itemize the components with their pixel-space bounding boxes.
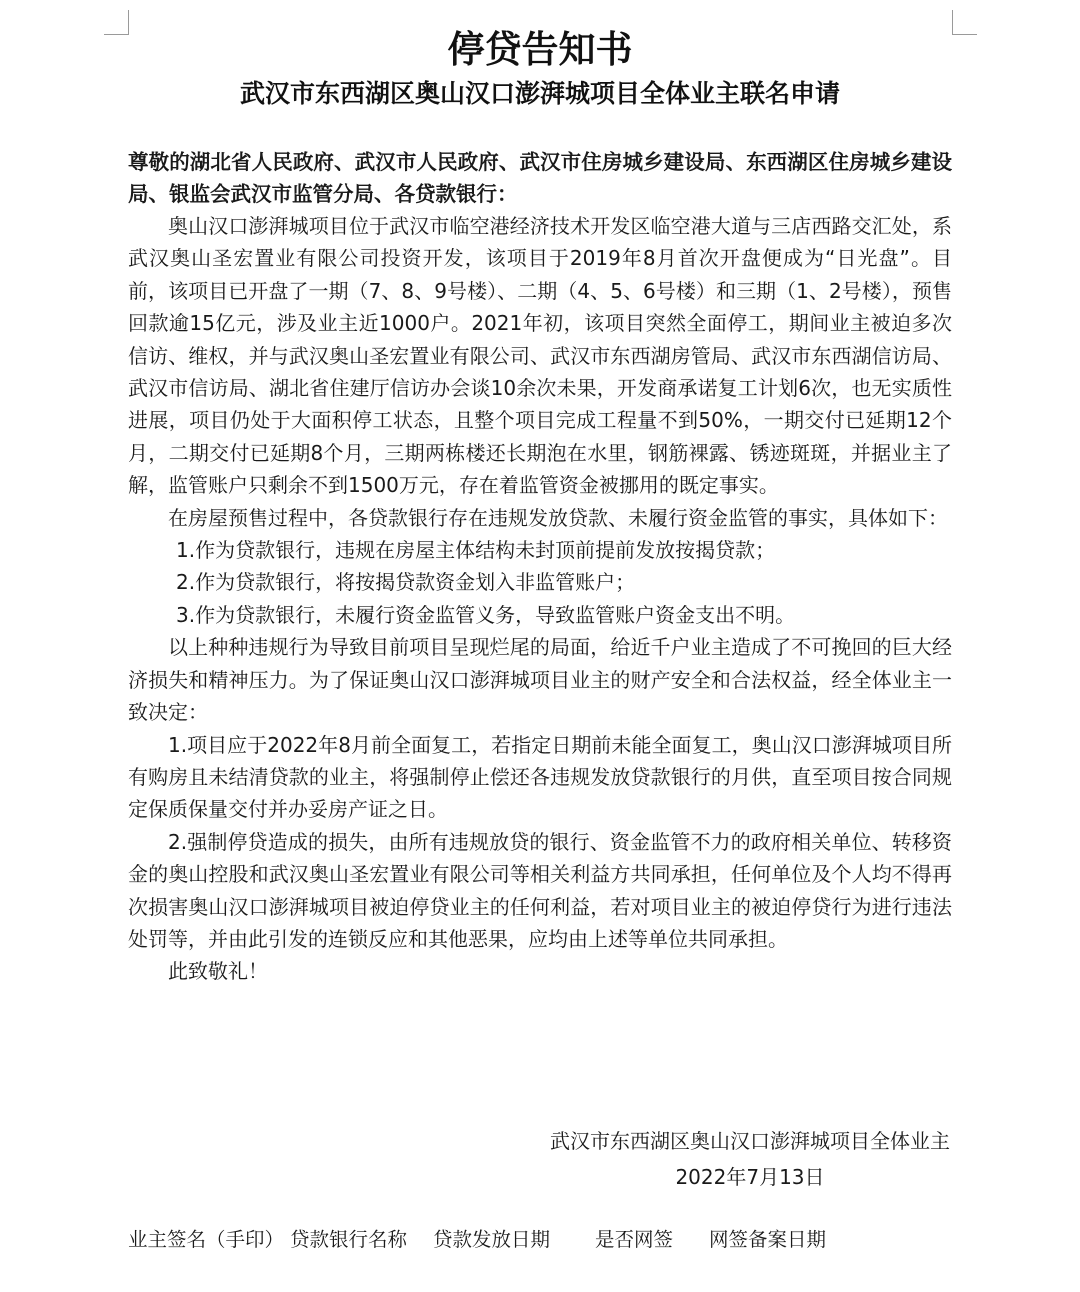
paragraph-decision-intro: 以上种种违规行为导致目前项目呈现烂尾的局面，给近千户业主造成了不可挽回的巨大经济损失和精神压力。为了保证奥山汉口澎湃城项目业主的财产安全和合法权益，经全体业主一致决定：: [128, 635, 952, 725]
document-title: 停贷告知书: [447, 28, 633, 71]
signature-date: 2022年7月13日: [675, 1165, 825, 1189]
decision-item-2: 2.强制停贷造成的损失，由所有违规放贷的银行、资金监管不力的政府相关单位、转移资金的奥山控股和武汉奥山圣宏置业有限公司等相关利益方共同承担，任何单位及个人均不得再次损害奥山汉口澎湃城项目被迫停贷业主的任何利益，若对项目业主的被迫停贷行为进行违法处罚等，并由此引发的连锁反应和其他恶果，应均由上述等单位共同承担。: [128, 829, 952, 951]
footer-col-filing-date: 网签备案日期: [709, 1228, 827, 1251]
fact-item-1: 1.作为贷款银行，违规在房屋主体结构未封顶前提前发放按揭贷款；: [176, 538, 776, 563]
footer-col-bank-name: 贷款银行名称: [290, 1228, 408, 1251]
letter-body: [128, 146, 952, 988]
signature-table-header: [128, 1222, 952, 1258]
signer-name: 武汉市东西湖区奥山汉口澎湃城项目全体业主: [550, 1129, 950, 1153]
closing-salute: 此致敬礼！: [168, 959, 268, 984]
salutation: 尊敬的湖北省人民政府、武汉市人民政府、武汉市住房城乡建设局、东西湖区住房城乡建设局、银监会武汉市监管分局、各贷款银行：: [128, 150, 952, 206]
decision-item-1: 1.项目应于2022年8月前全面复工，若指定日期前未能全面复工，奥山汉口澎湃城项目所有购房且未结清贷款的业主，将强制停止偿还各违规发放贷款银行的月供，直至项目按合同规定保质保量交付并办妥房产证之日。: [128, 732, 952, 822]
footer-col-online-signed: 是否网签: [595, 1228, 674, 1251]
paragraph-violations-intro: 在房屋预售过程中，各贷款银行存在违规发放贷款、未履行资金监管的事实，具体如下：: [168, 505, 948, 530]
paragraph-background: 奥山汉口澎湃城项目位于武汉市临空港经济技术开发区临空港大道与三店西路交汇处，系武汉奥山圣宏置业有限公司投资开发，该项目于2019年8月首次开盘便成为“日光盘”。目前，该项目已开盘了一期（7、8、9号楼）、二期（4、5、6号楼）和三期（1、2号楼），预售回款逾15亿元，涉及业主近1000户。2021年初，该项目突然全面停工，期间业主被迫多次信访、维权，并与武汉奥山圣宏置业有限公司、武汉市东西湖房管局、武汉市东西湖信访局、武汉市信访局、湖北省住建厅信访办会谈10余次未果，开发商承诺复工计划6次，也无实质性进展，项目仍处于大面积停工状态，且整个项目完成工程量不到50%，一期交付已延期12个月，二期交付已延期8个月，三期两栋楼还长期泡在水里，钢筋裸露、锈迹斑斑，并据业主了解，监管账户只剩余不到1500万元，存在着监管资金被挪用的既定事实。: [128, 214, 952, 498]
fact-item-2: 2.作为贷款银行，将按揭贷款资金划入非监管账户；: [176, 570, 636, 595]
signature-block: [550, 1123, 950, 1195]
document-subtitle: 武汉市东西湖区奥山汉口澎湃城项目全体业主联名申请: [239, 79, 840, 108]
fact-item-3: 3.作为贷款银行，未履行资金监管义务，导致监管账户资金支出不明。: [176, 602, 796, 627]
footer-col-loan-date: 贷款发放日期: [433, 1228, 551, 1251]
footer-col-owner-signature: 业主签名（手印）: [128, 1228, 285, 1251]
